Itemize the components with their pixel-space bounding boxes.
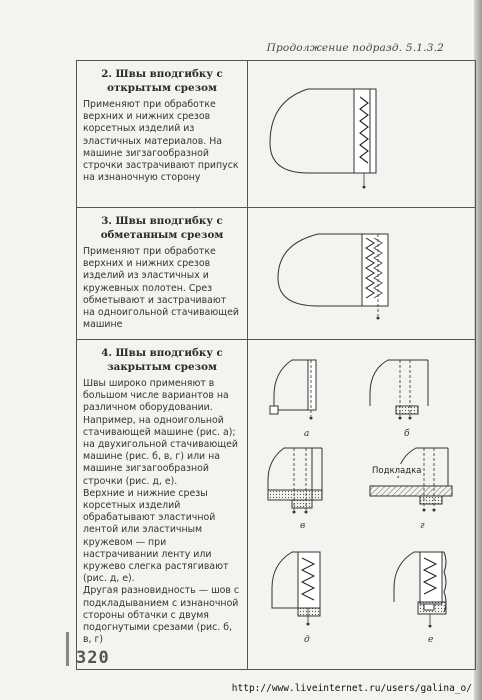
row-title: 4. Швы вподгибку с закрытым срезом <box>101 347 223 373</box>
table-row <box>77 61 476 208</box>
row-text-cell <box>77 208 248 340</box>
row-title: 2. Швы вподгибку с открытым срезом <box>101 68 223 94</box>
row-text-cell <box>77 61 248 208</box>
figure-label: а <box>304 429 310 439</box>
watermark-url: http://www.liveinternet.ru/users/galina_o/ <box>231 683 472 694</box>
row-description: Применяют при обработке верхних и нижних срезов корсетных изделий из эластичных материалов. На машине зигзагообразной строчки застрачивают припуск на изнаночную сторону <box>83 99 239 184</box>
closed-edge-seam-figures <box>248 340 475 665</box>
row-text-cell <box>77 340 248 670</box>
figure-d <box>370 448 452 531</box>
figure-c <box>268 448 322 531</box>
paragraph: Швы широко применяют в большом числе вариантов на различном оборудовании. Например, на одноигольной стачивающей машине (рис. а); на двухигольной стачивающей машине (рис. б, в, г) или на машине зигзагообразной строчки (рис. д, е). <box>83 378 239 487</box>
figure-label: е <box>428 635 434 645</box>
row-title: 3. Швы вподгибку с обметанным срезом <box>100 215 224 241</box>
page-number: 320 <box>76 648 110 668</box>
figure-a <box>270 360 316 439</box>
figure-label: в <box>300 521 306 531</box>
paragraph: Другая разновидность — шов с подкладыванием с изнаночной стороны обтачки с двумя подогнутыми срезами (рис. б, в, г) <box>83 585 240 646</box>
figure-label: г <box>420 521 425 531</box>
seam-table <box>76 60 476 670</box>
table-row <box>77 340 476 670</box>
paragraph: Верхние и нижние срезы корсетных изделий обрабатывают эластичной лентой или эластичным кружевом — при настрачивании ленту или кружево слегка растягивают (рис. д, е). <box>83 487 229 585</box>
row-description <box>83 378 241 646</box>
table-row <box>77 208 476 340</box>
lining-callout: Подкладка <box>372 466 422 476</box>
row-figure-cell <box>248 208 476 340</box>
open-edge-seam-figure <box>248 61 475 203</box>
row-figure-cell <box>248 340 476 670</box>
figure-b <box>370 360 428 439</box>
figure-f <box>394 552 446 645</box>
page-number-bar <box>66 632 69 666</box>
figure-label: д <box>304 635 310 645</box>
figure-label: б <box>404 429 410 439</box>
continuation-note: Продолжение подразд. 5.1.3.2 <box>266 42 444 54</box>
overcast-edge-seam-figure <box>248 208 475 335</box>
figure-e <box>272 552 320 645</box>
row-description: Применяют при обработке верхних и нижних срезов изделий из эластичных и кружевных полотен. Срез обметывают и застрачивают на одноигольной стачивающей машине <box>83 246 239 331</box>
row-figure-cell <box>248 61 476 208</box>
